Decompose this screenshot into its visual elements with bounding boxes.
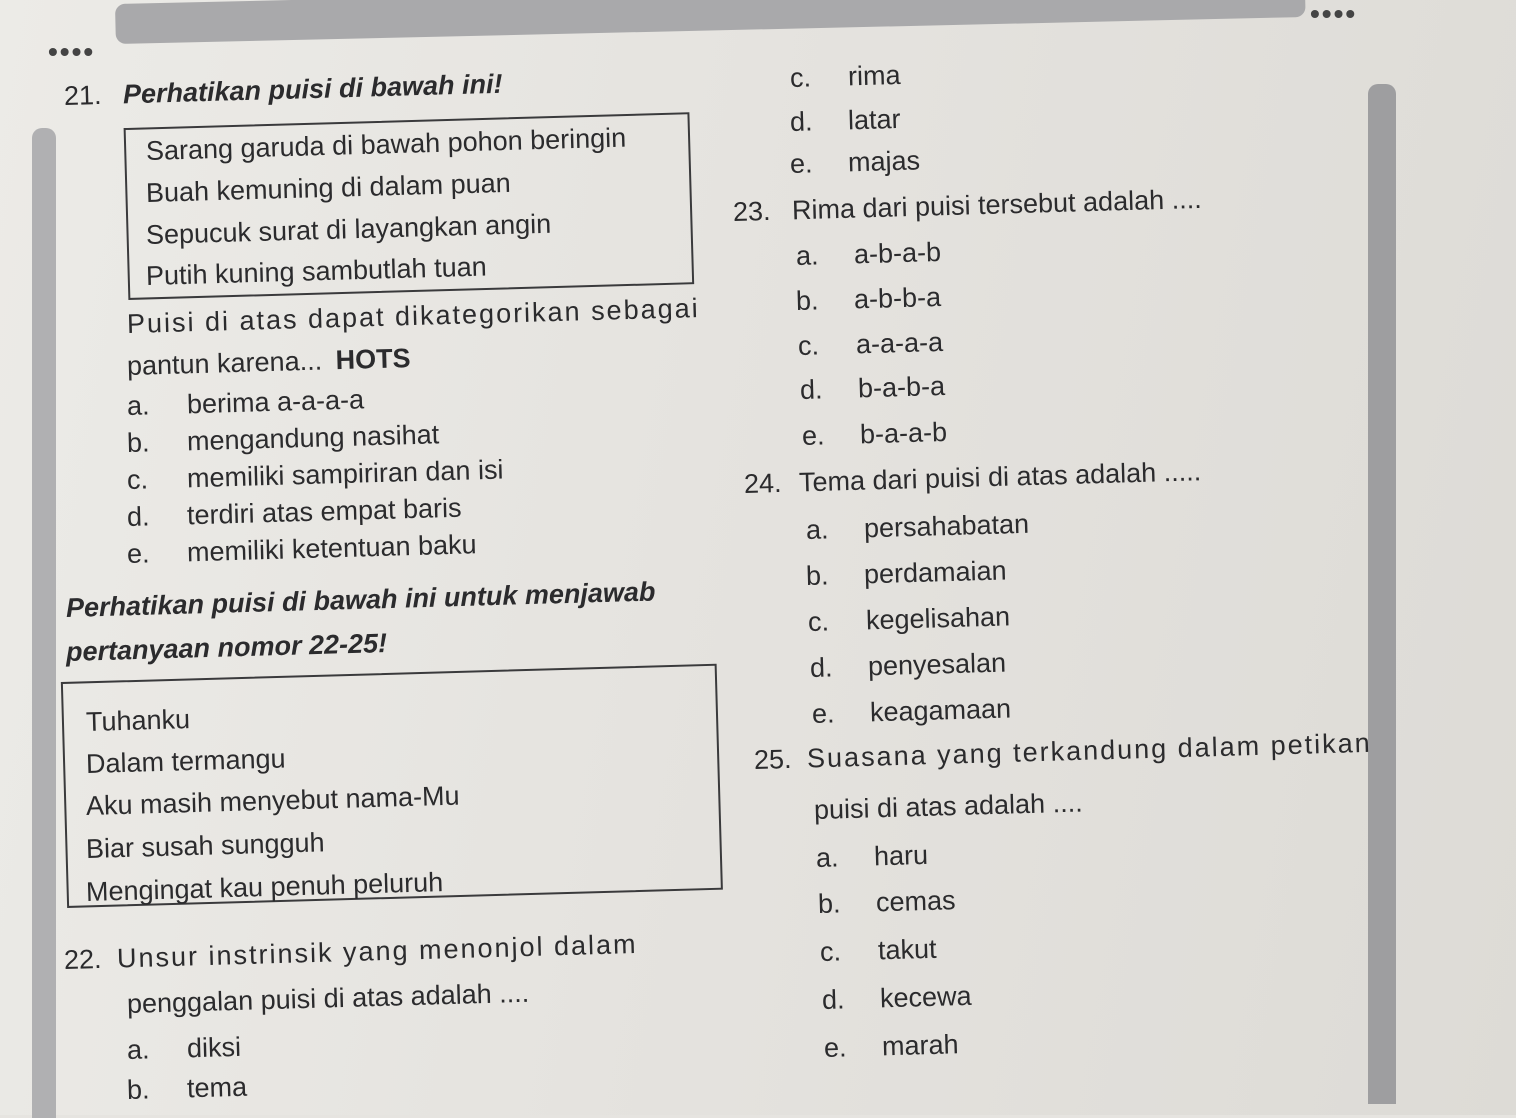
answer-option[interactable] xyxy=(812,692,1012,730)
question-prompt: Perhatikan puisi di bawah ini! xyxy=(122,68,503,110)
option-label: b. xyxy=(805,560,829,591)
poem-line: Tuhanku xyxy=(85,704,191,737)
option-label: c. xyxy=(789,62,812,93)
poem-line: Sepucuk surat di layangkan angin xyxy=(145,208,552,250)
option-label: a. xyxy=(815,842,839,873)
option-label: e. xyxy=(823,1032,847,1063)
question-stem-cont: puisi di atas adalah .... xyxy=(813,787,1083,825)
answer-option[interactable] xyxy=(796,281,942,317)
option-label: e. xyxy=(801,420,825,451)
option-text: b-a-b-a xyxy=(857,370,946,404)
option-text: berima a-a-a-a xyxy=(186,384,365,420)
option-label: a. xyxy=(126,1034,150,1065)
stem-text: Unsur instrinsik yang menonjol dalam xyxy=(116,928,638,974)
option-text: marah xyxy=(881,1029,959,1062)
option-label: c. xyxy=(126,464,149,495)
question-number: 22. xyxy=(63,943,102,975)
option-label: a. xyxy=(795,240,819,271)
question-number: 25. xyxy=(753,743,792,775)
option-label: d. xyxy=(789,106,813,137)
option-label: e. xyxy=(811,698,835,729)
option-text: latar xyxy=(847,103,901,136)
option-text: takut xyxy=(877,933,937,966)
poem-line: Putih kuning sambutlah tuan xyxy=(145,251,488,291)
option-text: mengandung nasihat xyxy=(186,419,440,457)
answer-option[interactable] xyxy=(790,59,901,94)
answer-option[interactable] xyxy=(798,326,944,362)
answer-option[interactable] xyxy=(127,1071,248,1106)
option-label: a. xyxy=(126,390,150,421)
answer-option[interactable] xyxy=(808,600,1011,638)
option-text: perdamaian xyxy=(863,555,1007,590)
instruction-text: pertanyaan nomor 22-25! xyxy=(65,628,388,667)
option-label: d. xyxy=(799,374,823,405)
question-number: 23. xyxy=(732,195,771,227)
poem-line: Biar susah sungguh xyxy=(85,827,325,864)
poem-line: Aku masih menyebut nama-Mu xyxy=(85,780,460,821)
option-label: b. xyxy=(126,1074,150,1105)
poem-line: Buah kemuning di dalam puan xyxy=(145,167,512,208)
option-label: a. xyxy=(805,514,829,545)
question-number: 24. xyxy=(743,467,782,499)
option-text: kegelisahan xyxy=(865,601,1011,636)
poem-line: Mengingat kau penuh peluruh xyxy=(85,867,444,907)
answer-option[interactable] xyxy=(818,884,956,920)
option-text: cemas xyxy=(875,885,956,918)
option-text: memiliki ketentuan baku xyxy=(186,529,477,568)
answer-option[interactable] xyxy=(822,980,972,1016)
option-text: keagamaan xyxy=(869,693,1012,728)
decorative-dots-left: •••• xyxy=(48,36,96,67)
option-text: penyesalan xyxy=(867,647,1007,682)
option-label: d. xyxy=(821,984,845,1015)
stem-text: Tema dari puisi di atas adalah ..... xyxy=(798,456,1202,498)
option-label: e. xyxy=(126,538,150,569)
answer-option[interactable] xyxy=(790,103,901,138)
hots-tag: HOTS xyxy=(335,343,411,376)
option-label: c. xyxy=(819,936,842,967)
answer-option[interactable] xyxy=(806,508,1030,546)
option-text: diksi xyxy=(186,1031,242,1064)
poem-line: Dalam termangu xyxy=(85,743,286,779)
option-text: tema xyxy=(186,1071,248,1104)
answer-option[interactable] xyxy=(806,554,1007,592)
stem-text: pantun karena... xyxy=(126,345,323,381)
option-label: b. xyxy=(817,888,841,919)
option-text: memiliki sampiriran dan isi xyxy=(186,454,504,494)
option-text: rima xyxy=(847,59,901,92)
option-label: e. xyxy=(789,148,813,179)
stem-text: Suasana yang terkandung dalam petikan xyxy=(806,727,1373,774)
answer-option[interactable] xyxy=(816,839,929,874)
left-margin-bar xyxy=(32,128,56,1118)
right-margin-bar xyxy=(1368,84,1396,1104)
option-text: kecewa xyxy=(879,980,972,1014)
option-text: haru xyxy=(873,839,929,872)
option-label: b. xyxy=(795,285,819,316)
answer-option[interactable] xyxy=(810,647,1007,684)
option-text: terdiri atas empat baris xyxy=(186,492,462,531)
instruction-text: Perhatikan puisi di bawah ini untuk menjawab xyxy=(65,576,656,623)
answer-option[interactable] xyxy=(790,144,921,180)
poem-line: Sarang garuda di bawah pohon beringin xyxy=(145,122,627,166)
option-text: majas xyxy=(847,145,921,178)
option-text: a-b-a-b xyxy=(853,236,942,270)
option-text: a-a-a-a xyxy=(855,326,944,360)
answer-option[interactable] xyxy=(127,1031,242,1066)
answer-option[interactable] xyxy=(796,236,942,272)
answer-option[interactable] xyxy=(820,933,937,968)
option-label: c. xyxy=(797,330,820,361)
option-text: persahabatan xyxy=(863,508,1030,544)
question-stem: Puisi di atas dapat dikategorikan sebagai xyxy=(126,293,701,339)
question-number: 21. xyxy=(63,79,102,111)
option-label: c. xyxy=(807,606,830,637)
option-label: d. xyxy=(809,652,833,683)
answer-option[interactable] xyxy=(800,370,946,406)
stem-text: Rima dari puisi tersebut adalah .... xyxy=(791,183,1203,226)
option-text: a-b-b-a xyxy=(853,281,942,315)
answer-option[interactable] xyxy=(824,1028,959,1064)
answer-option[interactable] xyxy=(127,383,365,422)
answer-option[interactable] xyxy=(802,416,948,452)
option-label: d. xyxy=(126,501,150,532)
decorative-dots-right: •••• xyxy=(1310,0,1358,29)
option-label: b. xyxy=(126,427,150,458)
question-stem-cont: penggalan puisi di atas adalah .... xyxy=(126,977,530,1019)
option-text: b-a-a-b xyxy=(859,416,948,450)
